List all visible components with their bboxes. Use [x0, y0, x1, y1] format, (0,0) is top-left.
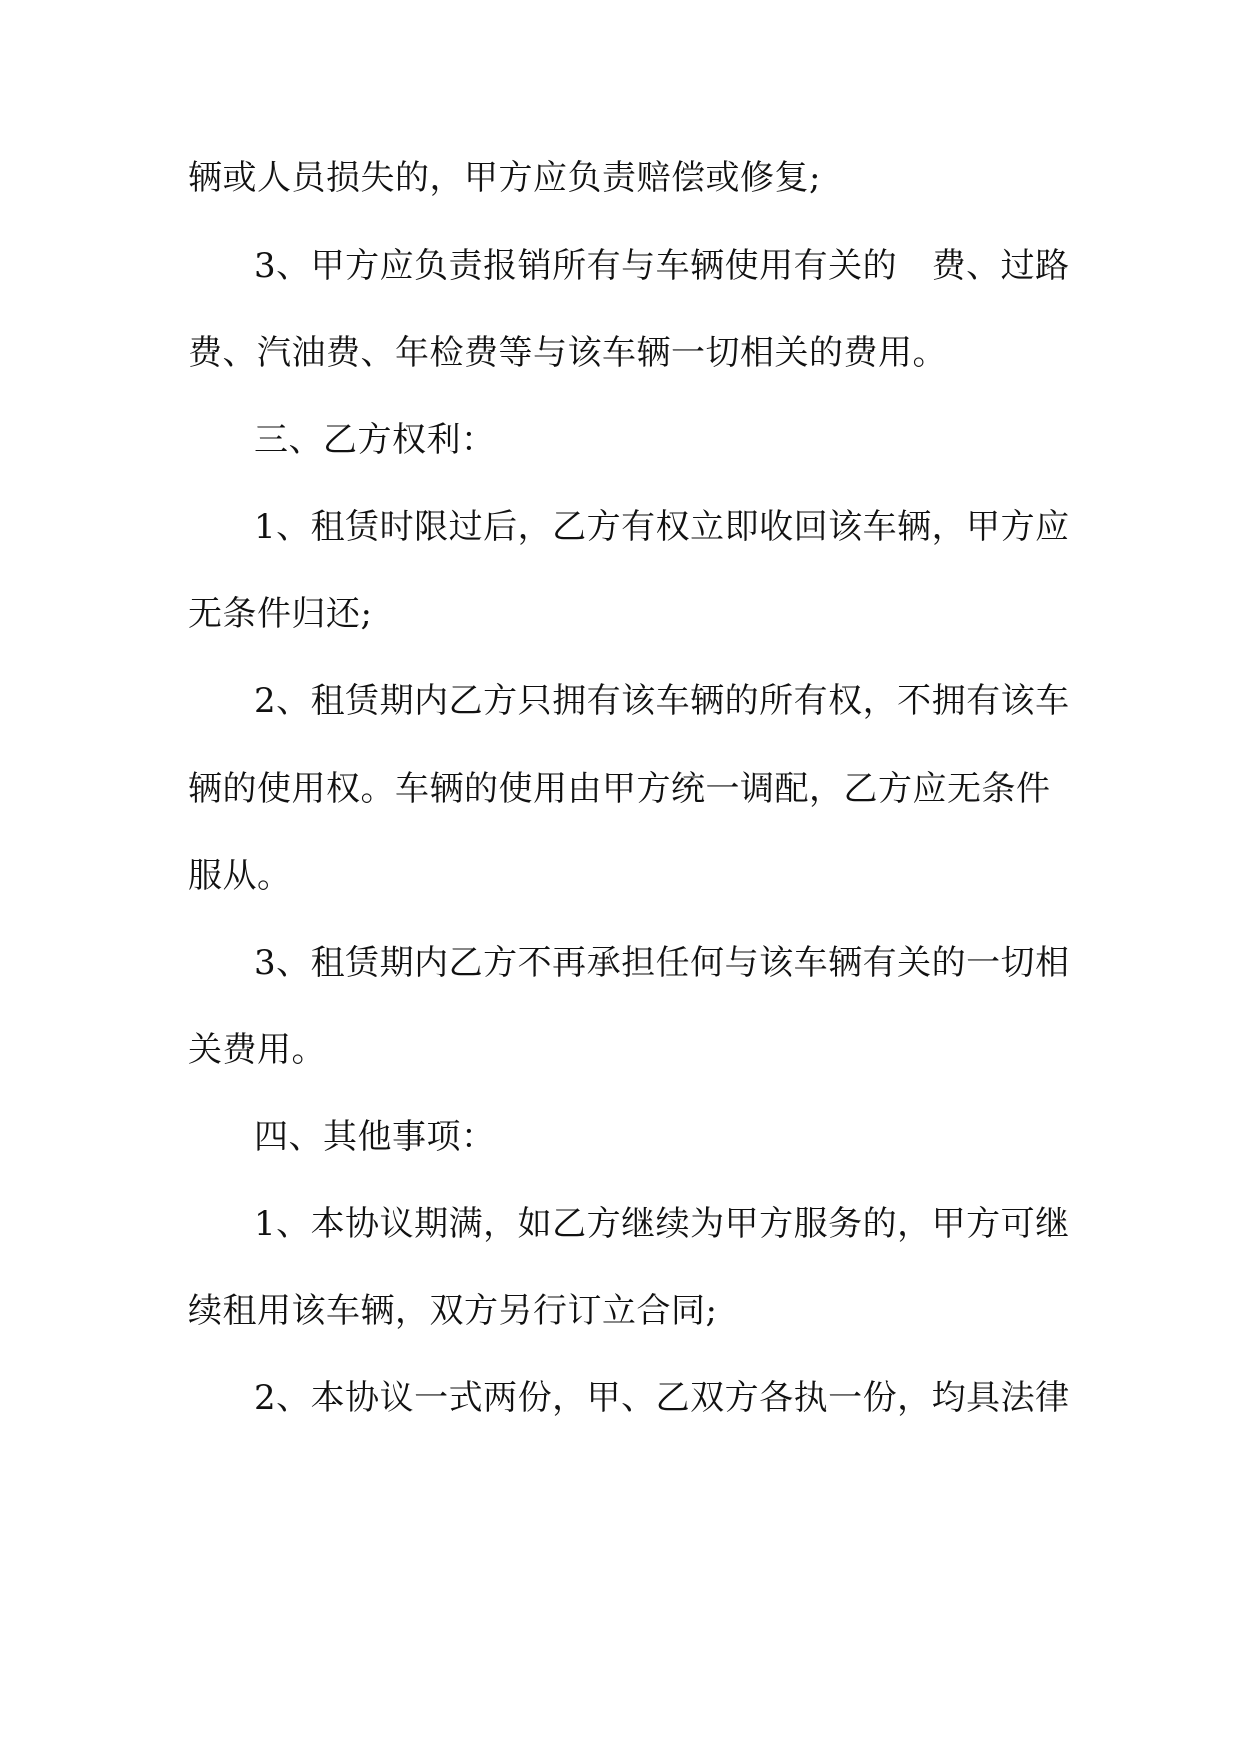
text-line: 辆或人员损失的，甲方应负责赔偿或修复; — [188, 158, 821, 198]
text-line: 1、租赁时限过后，乙方有权立即收回该车辆，甲方应 — [254, 507, 1070, 547]
text-line: 辆的使用权。车辆的使用由甲方统一调配，乙方应无条件 — [188, 769, 1051, 809]
text-line: 续租用该车辆，双方另行订立合同; — [188, 1291, 718, 1331]
text-line: 1、本协议期满，如乙方继续为甲方服务的，甲方可继 — [254, 1204, 1070, 1244]
text-line: 关费用。 — [188, 1030, 326, 1070]
text-line: 无条件归还; — [188, 594, 373, 634]
text-line: 服从。 — [188, 856, 292, 896]
text-line: 2、本协议一式两份，甲、乙双方各执一份，均具法律 — [254, 1378, 1070, 1418]
text-line: 费、汽油费、年检费等与该车辆一切相关的费用。 — [188, 333, 947, 373]
section-heading: 四、其他事项： — [254, 1117, 496, 1157]
text-line: 3、甲方应负责报销所有与车辆使用有关的 费、过路 — [254, 246, 1070, 286]
text-line: 3、租赁期内乙方不再承担任何与该车辆有关的一切相 — [254, 943, 1070, 983]
text-line: 2、租赁期内乙方只拥有该车辆的所有权，不拥有该车 — [254, 681, 1070, 721]
section-heading: 三、乙方权利： — [254, 420, 496, 460]
